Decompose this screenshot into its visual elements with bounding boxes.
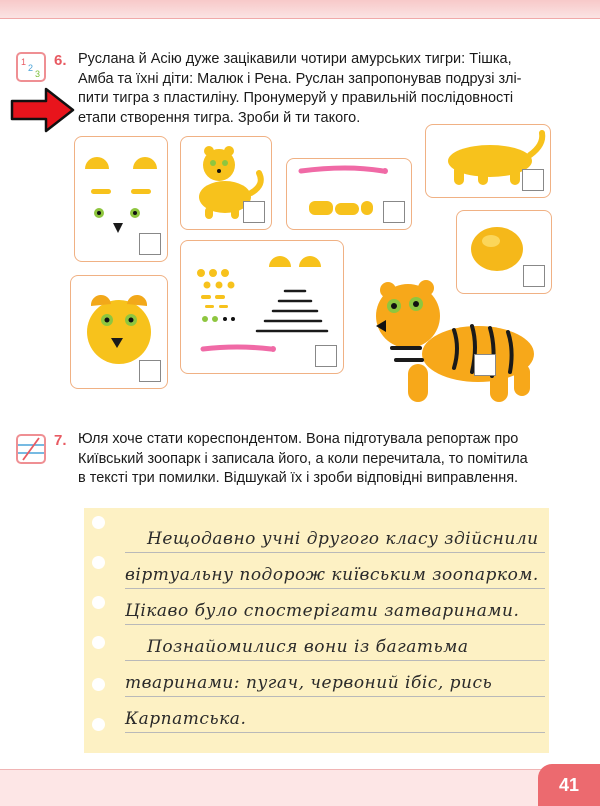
note-line: Нещодавно учні другого класу здійснили <box>125 526 545 553</box>
note-line: Цікаво було спостерігати затваринами. <box>125 598 545 625</box>
task-6-text <box>78 50 550 128</box>
photo-face-parts <box>74 136 168 262</box>
notebook-hole-icon <box>92 516 105 529</box>
task-7-line: Київський зоопарк і записала його, а коли перечитала, то помітила <box>78 450 528 467</box>
top-band <box>0 0 600 19</box>
answer-box[interactable] <box>383 201 405 223</box>
notebook-hole-icon <box>92 556 105 569</box>
answer-box[interactable] <box>139 360 161 382</box>
numbers-123-icon <box>16 52 46 82</box>
answer-box[interactable] <box>522 169 544 191</box>
task-6-line: Руслана й Асію дуже зацікавили чотири амурських тигри: Тішка, <box>78 51 512 67</box>
photo-tiger-body <box>425 124 551 198</box>
photo-legs-tool <box>286 158 412 230</box>
task-7-number: 7. <box>54 432 67 449</box>
answer-box[interactable] <box>243 201 265 223</box>
page-number: 41 <box>538 764 600 806</box>
answer-box[interactable] <box>315 345 337 367</box>
task-6-line: пити тигра з пластиліну. Пронумеруй у правильній послідовності <box>78 90 514 106</box>
bottom-band <box>0 769 600 806</box>
task-7-line: Юля хоче стати кореспондентом. Вона підготувала репортаж про <box>78 431 519 447</box>
red-arrow-icon <box>10 86 76 134</box>
photo-finished-tiger <box>350 268 550 420</box>
notebook-hole-icon <box>92 636 105 649</box>
task-6-line: етапи створення тигра. Зроби й ти такого. <box>78 109 361 126</box>
answer-box[interactable] <box>139 233 161 255</box>
notebook-hole-icon <box>92 678 105 691</box>
notebook-hole-icon <box>92 596 105 609</box>
task-7-line: в тексті три помилки. Відшукай їх і зроби відповідні виправлення. <box>78 470 519 486</box>
task-6-line: Амба та їхні діти: Малюк і Рена. Руслан запропонував подрузі злі- <box>78 70 522 87</box>
svg-text:2: 2 <box>28 63 34 73</box>
answer-box[interactable] <box>474 354 496 376</box>
task-6-number: 6. <box>54 52 67 69</box>
note-line: тваринами: пугач, червоний ібіс, рись <box>125 670 545 697</box>
note-line: Познайомилися вони із багатьма <box>125 634 545 661</box>
note-line: Карпатська. <box>125 706 545 733</box>
photo-tiger-head <box>70 275 168 389</box>
svg-text:3: 3 <box>35 69 41 79</box>
note-line: віртуальну подорож київським зоопарком. <box>125 562 545 589</box>
photo-all-pieces <box>180 240 344 374</box>
task-7-text <box>78 430 550 489</box>
svg-text:1: 1 <box>21 57 27 67</box>
notebook-hole-icon <box>92 718 105 731</box>
diagonal-lines-icon <box>16 434 46 464</box>
photo-tiger-body-head <box>180 136 272 230</box>
